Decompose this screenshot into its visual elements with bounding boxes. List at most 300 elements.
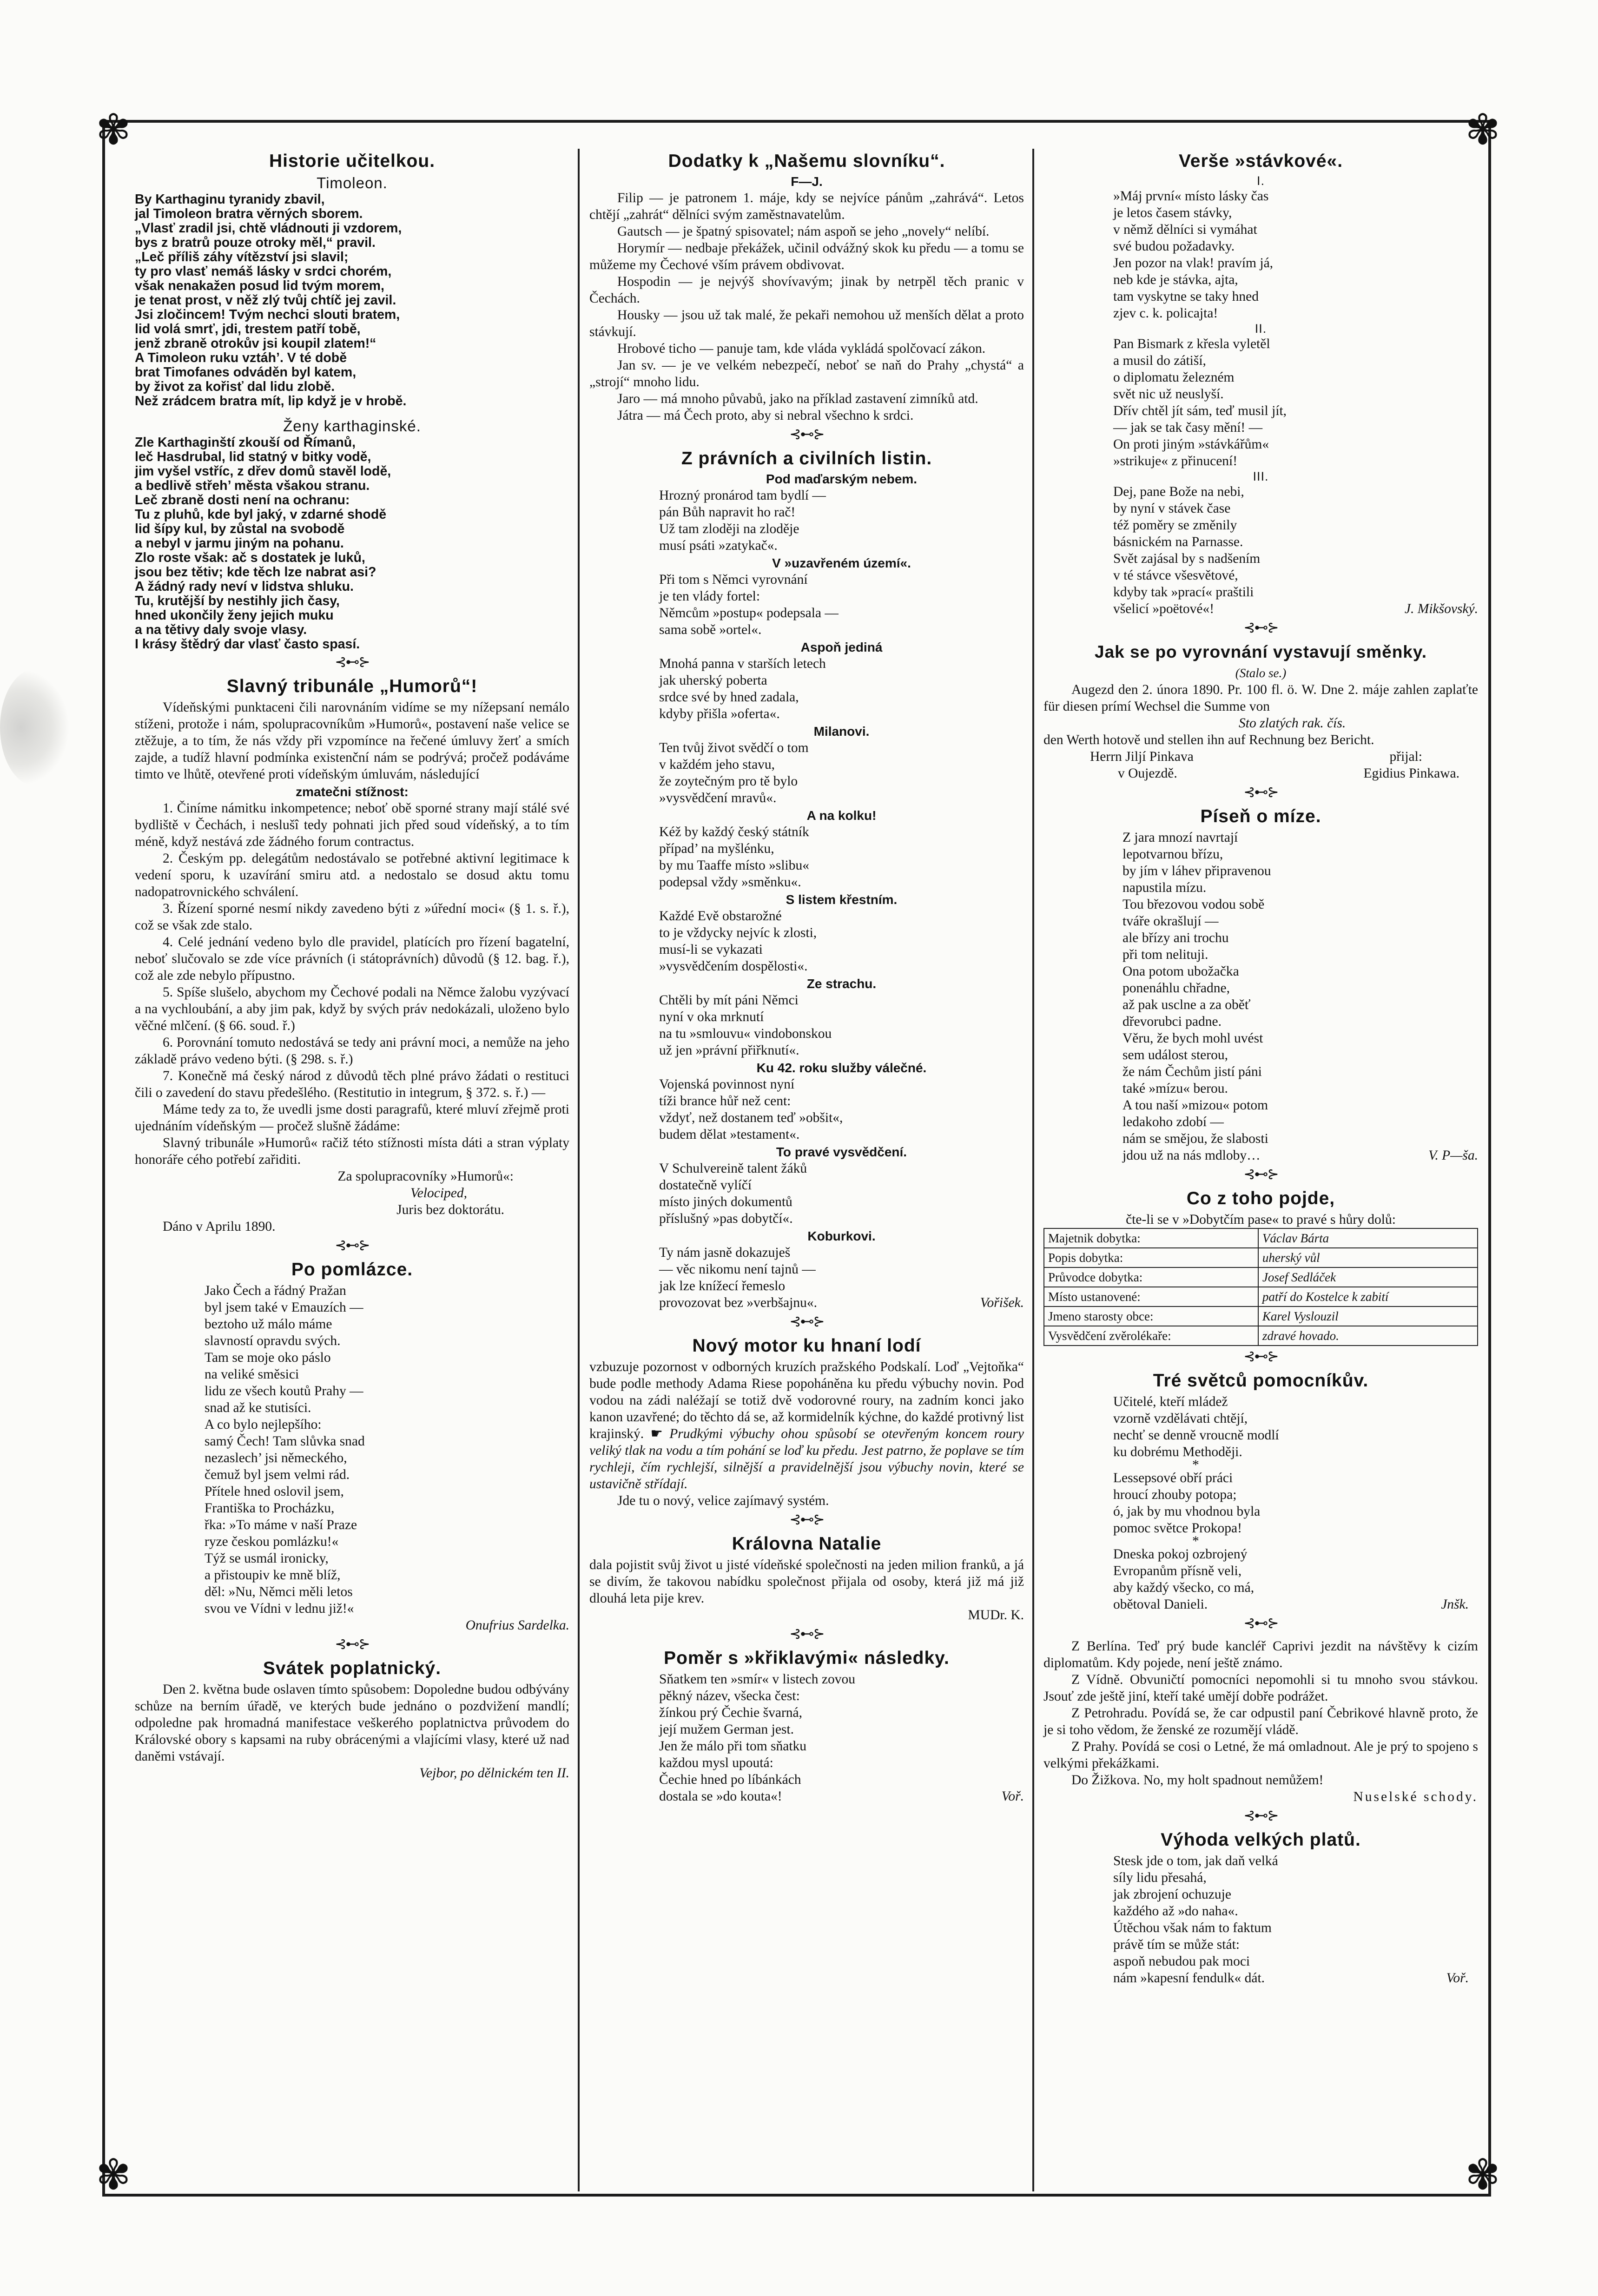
poem-line: její mužem German jest. [659,1722,794,1737]
poem-line: až pak usclne a za oběť [1123,997,1251,1012]
divider-ornament: ⊰⊷⊱ [1243,785,1278,800]
mize-poem [1043,829,1478,1164]
tribunal-date: Dáno v Aprilu 1890. [163,1219,276,1234]
tribunal-point: 3. Řízení sporné nesmí nikdy zavedeno býti z »úřední moci« (§ 1. s. ř.), což se však zde stalo. [135,901,569,933]
tribunal-point: 7. Konečně má český národ z důvodů těch plné právo žádati o restituci čili o zavedení do stavu předešlého. (Restitutio in integrum, § 372. s. ř.) — [135,1069,569,1100]
poem-line: musí-li se vykazati [659,942,763,957]
poem-line: a přistoupiv ke mně blíž, [205,1568,341,1583]
tribunal-point: 2. Českým pp. delegátům nedostávalo se potřebné aktivní legitimace k vedení sporu, k uzavírání smiru atd. a nedostalo se dosud aktu tomu nadopatrovnického schválení. [135,851,569,899]
poem-line: Františka to Procházku, [205,1501,335,1516]
poem-line: Sňatkem ten »smír« v listech zovou [659,1672,855,1687]
poem-line: By Karthaginu tyranidy zbavil, [135,192,325,207]
poem-line: v každém jeho stavu, [659,757,775,772]
table-cell-label: Jmeno starosty obce: [1044,1306,1258,1326]
pomer-poem [589,1671,1024,1805]
poem-line: Jako Čech a řádný Pražan [205,1283,346,1298]
poem-line: hroucí zhouby potopa; [1113,1487,1237,1502]
pravnich-signature: Vořišek. [980,1295,1024,1310]
smenky-accepted: přijal: [1389,749,1422,764]
mize-signature: V. P—ša. [1428,1148,1478,1163]
divider-ornament: ⊰⊷⊱ [789,1626,824,1642]
poem-line: Útěchou však nám to faktum [1113,1920,1272,1935]
section-heading: Koburkovi. [807,1229,876,1243]
poem-line: řka: »To máme v naší Praze [205,1517,357,1532]
poem-line: Učitelé, kteří mládež [1113,1394,1228,1409]
poem-line: jal Timoleon bratra věrných sborem. [135,206,363,221]
poem-line: Tu, krutější by nestihly jich časy, [135,594,340,608]
section-heading: Pod maďarským nebem. [766,472,918,486]
poem-line: »vysvědčení mravů«. [659,791,777,805]
poem-line: ty pro vlasť nemáš lásky v srdci chorém, [135,264,392,279]
smenky-subtitle: (Stalo se.) [1235,666,1287,680]
poem-line: nám se smějou, že slabosti [1123,1131,1268,1146]
section-heading: Ku 42. roku služby válečné. [756,1061,927,1075]
poem-line: Mnohá panna v starších letech [659,656,826,671]
pomlazka-title: Po pomlázce. [291,1260,413,1280]
poem-line: Jen pozor na vlak! pravím já, [1113,256,1274,271]
poem-line: byl jsem také v Emauzích — [205,1300,363,1315]
platu-poem [1043,1853,1478,1986]
motor-text-part: Prudkými výbuchy ohou spůsobí se otevřeným koncem roury veliký tlak na vodu a tím pohání se loď ku předu. Jest patrno, že poplave se tím rychleji, čím rychlejší, silnější a pravidelnější jsou výbuchy novin, které se ustavičně střídají. [589,1426,1024,1491]
dodatky-item: Gautsch — je špatný spisovatel; nám aspoň se jeho „novely“ nelíbí. [617,224,990,239]
poem-line: v němž dělníci si vymáhat [1113,222,1257,237]
dodatky-item: Jaro — má mnoho půvabů, jako na příklad zastavení zimníků atd. [617,391,978,406]
natalie-title: Královna Natalie [732,1534,882,1554]
poem-line: snad až ke stutisíci. [205,1400,311,1415]
motor-text-end: Jde tu o nový, velice zajímavý systém. [617,1493,829,1508]
section-heading: Aspoň jediná [800,640,883,654]
platu-signature: Voř. [1446,1971,1469,1986]
poem-line: pán Bůh napravit ho rač! [659,505,796,520]
table-cell-value: uherský vůl [1258,1248,1478,1267]
roman-numeral: III. [1253,469,1269,483]
poem-line: tíži brance hůř než cent: [659,1094,791,1108]
poem-line: pomoc světce Prokopa! [1113,1521,1242,1536]
poem-line: Kéž by každý český státník [659,825,809,839]
pravnich-section [589,471,1024,1311]
poem-line: tváře okrašlují — [1123,914,1219,929]
poem-line: lepotvarnou břízu, [1123,847,1223,862]
smenky-addressee-row [1043,748,1478,765]
poem-line: zjev c. k. policajta! [1113,306,1218,321]
news-item: Z Petrohradu. Povídá se, že car odpustil paní Čebrikové hlavně proto, že je si toho vědom, že ženské ze rozumějí vládě. [1043,1706,1478,1737]
poem-line: Tam se moje oko páslo [205,1350,331,1365]
poem-line: ku dobrému Methoději. [1113,1445,1242,1459]
poem-line: A Timoleon ruku vztáh’. V té době [135,350,347,365]
poem-line: Pan Bismark z křesla vyletěl [1113,336,1270,351]
table-cell-label: Popis dobytka: [1044,1248,1258,1267]
poem-line: aby každý všecko, co má, [1113,1580,1255,1595]
poem-line: vždyť, než dostanem teď »obšit«, [659,1110,843,1125]
poem-line: na tu »smlouvu« vindobonskou [659,1026,832,1041]
section-heading: To pravé vysvědčení. [776,1145,907,1159]
poem-line: to je vždycky nejvíc k zlosti, [659,925,817,940]
table-cell-value: Karel Vyslouzil [1258,1306,1478,1326]
poem-line: básnickém na Parnasse. [1113,534,1243,549]
paper-stain [0,669,70,785]
poem-line: Ona potom ubožačka [1123,964,1239,979]
pojde-intro: čte-li se v »Dobytčím pase« to pravé s hůry dolů: [1126,1212,1396,1227]
dodatky-item: Horymír — nedbaje překážek, učinil odvážný skok ku předu — a tomu se můžeme my Čechové vším právem obdivovat. [589,241,1024,272]
poem-line: »Máj první« místo lásky čas [1113,189,1269,204]
section-heading: A na kolku! [806,808,877,823]
poem-line: Jsi zločincem! Tvým nechci slouti bratem, [135,307,400,322]
poem-line: — věc nikomu není tajnů — [659,1262,816,1277]
column-3 [1043,148,1478,1986]
poem-line: žínkou prý Čechie švarná, [659,1705,803,1720]
poem-line: Jen že málo při tom sňatku [659,1739,807,1754]
table-row [1044,1248,1478,1267]
section-heading: V »uzavřeném území«. [772,556,911,570]
poem-line: Přítele hned oslovil jsem, [205,1484,344,1499]
poem-line: svět nic už neuslyší. [1113,387,1224,402]
smenky-addressee-row [1043,765,1478,782]
tribunal-point: 6. Porovnání tomuto nedostává se tedy ani právní moci, a nemůže na jeho základě právo vedeno býti. (§ 298. s. ř.) [135,1035,569,1067]
section-heading: Milanovi. [813,724,870,739]
divider-ornament: ⊰⊷⊱ [1243,620,1278,635]
tribunal-point: 5. Spíše slušelo, abychom my Čechové podali na Němce žalobu vyzývací a na vychloubání, a aby jim pak, když by svých práv nedokázali, uloženo bylo věčné mlčení. (§ 66. soud. ř.) [135,985,569,1033]
poem-line: Vojenská povinnost nyní [659,1077,795,1092]
poem-line: I krásy štědrý dar vlasť často spasí. [135,637,360,652]
corner-ornament-icon: ✾ [1465,2151,1500,2199]
section-heading: Ze strachu. [806,976,877,991]
poem-line: napustila mízu. [1123,880,1207,895]
poem-line: »vysvědčením dospělosti«. [659,959,808,974]
tribunal-paragraph: Máme tedy za to, že uvedli jsme dosti paragrafů, které mluví zřejmě proti ujednáním vídeňským — pročež slušně žádáme: [135,1102,569,1134]
column-2 [589,148,1024,1805]
poem-line: Stesk jde o tom, jak daň velká [1113,1854,1278,1868]
smenky-text: Augezd den 2. února 1890. Pr. 100 fl. ö. W. Dne 2. máje zahlen zaplaťte für diesen prímí Wechsel die Summe von [1043,682,1478,714]
mize-title: Píseň o míze. [1200,806,1321,826]
table-cell-value: Václav Bárta [1258,1228,1478,1248]
poem-line: tam vyskytne se taky hned [1113,289,1259,304]
dodatky-author: F—J. [791,174,823,189]
platu-title: Výhoda velkých platů. [1161,1830,1361,1850]
poem-line: Svět zajásal by s nadšením [1113,551,1261,566]
news-item: Z Berlína. Teď prý bude kancléř Caprivi jezdit na návštěvy k cizím diplomatům. Kdy pojede, není ještě známo. [1043,1639,1478,1670]
poem-line: lid šípy kul, by zůstal na svobodě [135,521,345,536]
poem-line: Zlo roste však: ač s dostatek je luků, [135,550,365,565]
poem-line: v té stávce všesvětové, [1113,568,1238,583]
verse-stanza [1043,336,1478,469]
poem-line: nechť se denně vroucně modlí [1113,1428,1279,1443]
pomlazka-signature: Onufrius Sardelka. [465,1618,569,1633]
table-cell-value: patří do Kostelce k zabití [1258,1287,1478,1306]
smenky-sum: Sto zlatých rak. čís. [1239,716,1346,731]
tribunal-heading: zmatečni stížnost: [296,785,409,799]
smenky-place: v Oujezdě. [1118,766,1177,781]
poem-line: A tou naší »mizou« potom [1123,1098,1268,1113]
table-row [1044,1326,1478,1346]
natalie-signature: MUDr. K. [968,1608,1024,1623]
poem-line: provozovat bez »verbšajnu«. [659,1295,817,1310]
column-divider [578,149,580,2191]
dodatky-item: Jan sv. — je ve velkém nebezpečí, neboť se naň do Prahy „chystá“ a „strojí“ mnoho lidu. [589,358,1024,389]
divider-ornament: ⊰⊷⊱ [335,1636,370,1652]
poem-line: nezaslech’ jsi německého, [205,1451,347,1465]
tribunal-signature: Za spolupracovníky »Humorů«: [337,1169,514,1184]
table-row [1044,1267,1478,1287]
table-cell-value: Josef Sedláček [1258,1267,1478,1287]
tribunal-signature: Juris bez doktorátu. [396,1202,504,1217]
poem-line: V Schulvereině talent žáků [659,1161,807,1176]
table-row [1044,1228,1478,1248]
poem-line: aspoň nebudou pak moci [1113,1954,1250,1969]
poem-line: jim vyšel vstříc, z dřev domů stavěl lodě, [135,464,391,479]
poem-line: o diplomatu železném [1113,370,1235,385]
poem-line: také »mízu« berou. [1123,1081,1228,1096]
poem-line: by nyní v stávek čase [1113,501,1231,516]
news-item: Do Žižkova. No, my holt spadnout nemůžem! [1071,1773,1324,1788]
poem-line: jenž zbraně otrokův jsi koupil zlatem!“ [135,336,376,351]
tribunal-signature: Velociped, [410,1186,467,1201]
smenky-title: Jak se po vyrovnání vystavují směnky. [1095,642,1427,661]
poem-line: a bedlivě střeh’ města všakou stranu. [135,478,370,493]
poem-line: právě tím se může stát: [1113,1937,1240,1952]
poem-line: brat Timofanes odváděn byl katem, [135,365,357,380]
poem-line: ponenáhlu chřadne, [1123,981,1230,996]
table-cell-label: Majetnik dobytka: [1044,1228,1258,1248]
poem-line: obětoval Danieli. [1113,1597,1208,1612]
poem-line: Věru, že bych mohl uvést [1123,1031,1263,1046]
pomer-title: Poměr s »křiklavými« následky. [664,1648,950,1668]
poem-line: Při tom s Němci vyrovnání [659,572,808,587]
poem-line: Z jara mnozí navrtají [1123,830,1238,845]
poem-line: a musil do zátiší, [1113,353,1206,368]
news-item: Z Prahy. Povídá se cosi o Letné, že má omladnout. Ale je prý to spojeno s velkými překážkami. [1043,1739,1478,1771]
poem-line: sama sobě »ortel«. [659,622,762,637]
poem-line: samý Čech! Tam slůvka snad [205,1434,365,1449]
poem-line: jsou bez tětiv; kde těch lze nabrat asi? [135,565,376,580]
poem-line: Každé Evě obstarožné [659,909,782,924]
divider-ornament: ⊰⊷⊱ [789,427,824,442]
dodatky-item: Housky — jsou už tak malé, že pekaři nemohou už menších dělat a proto stávkují. [589,308,1024,339]
divider-ornament: ⊰⊷⊱ [1243,1808,1278,1823]
svatek-text: Den 2. května bude oslaven tímto spůsobem: Dopoledne budou odbývány schůze na berním úřadě, ve kterých bude jednáno o pozdvižení mandlí; odpoledne pak hromadná manifestace veškerého poplatnictva průvodem do Královské obory s kapsami na ruby obrácenými a vlajícími vlasy, které už nad daněmi vstávají. [135,1682,569,1764]
cattle-passport-table [1043,1228,1478,1346]
pojde-title: Co z toho pojde, [1186,1188,1335,1208]
roman-numeral: II. [1255,322,1267,336]
poem-line: případ’ na myšlénku, [659,841,774,856]
poem-line: každého až »do naha«. [1113,1904,1238,1919]
poem-line: Leč zbraně dosti není na ochranu: [135,493,350,508]
poem-line: že zoytečným pro tě bylo [659,774,798,789]
poem-line: — jak se tak časy mění! — [1113,420,1263,435]
dodatky-item: Filip — je patronem 1. máje, kdy se nejvíce pánům „zahrává“. Letos chtějí „zahrát“ dělníci svým zaměstnavatelům. [589,191,1024,222]
poem-line: hned ukončily ženy jejich muku [135,608,334,623]
poem-line: pěkný název, všecka čest: [659,1689,800,1703]
poem-line: lidu ze všech koutů Prahy — [205,1384,363,1399]
table-cell-label: Místo ustanovené: [1044,1287,1258,1306]
poem-line: neb kde je stávka, ajta, [1113,272,1238,287]
poem-line: své budou požadavky. [1113,239,1235,254]
poem-line: jak zbrojení ochuzuje [1113,1887,1231,1902]
poem-line: lid volá smrť, jdi, trestem patří tobě, [135,322,361,336]
smenky-addressee: Herrn Jiljí Pinkava [1090,749,1194,764]
poem-line: všelicí »poëtové«! [1113,601,1215,616]
divider-ornament: ⊰⊷⊱ [335,1238,370,1253]
timoleon-subtitle: Timoleon. [317,174,388,191]
poem-line: Tu z pluhů, kde byl jaký, v zdarné shodě [135,507,387,522]
poem-line: Dej, pane Bože na nebi, [1113,484,1244,499]
table-cell-label: Vysvědčení zvěrolékaře: [1044,1326,1258,1346]
motor-text-part: vzbuzuje pozornost v odborných kruzích pražského Podskalí. Loď „Vejtoňka“ bude podle methody Adama Riese popoháněna ku předu výbuchy novin. Pod vodou na zádi naléžají se totiž dvě vodorovné roury, na zadním konci jako kanon uzavřené; do těchto dá se, až kormidelník kýchne, do každé protivný list krajinský. [589,1359,1024,1441]
poem-line: Lessepsové obří práci [1113,1471,1233,1485]
poem-line: též poměry se změnily [1113,518,1237,533]
pomlazka-poem [135,1282,569,1617]
poem-line: každou mysl upoutá: [659,1755,773,1770]
tribunal-point: 1. Činíme námitku inkompetence; neboť obě sporné strany mají stálé své bydliště v Čechách, i neslušî tedy pohnati jich před soud vídeňský, a to tím méně, když nestává zde žádného forum contractus. [135,801,569,849]
table-cell-label: Průvodce dobytka: [1044,1267,1258,1287]
poem-line: ale břízy ani trochu [1123,930,1229,945]
poem-line: dostatečně vylíčí [659,1178,752,1193]
poem-line: a nebyl v jarmu jiným na pohanu. [135,536,344,551]
verse-stanza [1043,483,1478,617]
column-divider [1032,149,1034,2191]
poem-line: by mu Taaffe místo »slibu« [659,858,809,873]
dodatky-title: Dodatky k „Našemu slovníku“. [668,151,945,171]
poem-line: bys z bratrů pouze otroky měl,“ pravil. [135,235,376,250]
poem-line: čemuž byl jsem velmi rád. [205,1467,350,1482]
poem-line: Čechie hned po líbánkách [659,1772,801,1787]
poem-line: nám »kapesní fendulk« dát. [1113,1971,1265,1986]
poem-line: svou ve Vídni v lednu již!« [205,1601,354,1616]
poem-line: že nám Čechům jistí páni [1123,1064,1262,1079]
poem-line: nyní v oka mrknutí [659,1009,764,1024]
poem-line: Ten tvůj život svědčí o tom [659,740,809,755]
tribunal-point: 4. Celé jednání vedeno bylo dle pravidel, platících pro řízení bagatelní, neboť slučovalo se zde více právních (i státoprávních) důvodů (§ 12. bag. ř.), což ale zde nebylo přípustno. [135,935,569,983]
verse-signature: J. Mikšovský. [1404,601,1478,616]
poem-line: je tenat prost, v něž zlý tvůj chtíč jej zavil. [135,293,396,308]
poem-line: kdyby přišla »oferta«. [659,706,780,721]
poem-line: Už tam zloději na zloděje [659,521,799,536]
poem-line: Chtěli by mít páni Němci [659,993,799,1008]
divider-ornament: ⊰⊷⊱ [1243,1167,1278,1182]
poem-line: Evropanům přísně veli, [1113,1564,1242,1578]
smenky-acceptor: Egidius Pinkawa. [1363,766,1459,781]
poem-line: by život za kořisť dal lidu zlobě. [135,379,335,394]
tribunal-title: Slavný tribunále „Humorů“! [226,676,478,696]
divider-ornament: ⊰⊷⊱ [335,654,370,670]
poem-line: On proti jiným »stávkářům« [1113,437,1269,452]
pomocnikuv-signature: Jnšk. [1441,1597,1469,1612]
poem-line: »strikuje« z přinucení! [1113,454,1238,468]
divider-ornament: ⊰⊷⊱ [789,1314,824,1329]
pomer-signature: Voř. [1001,1789,1024,1804]
poem-line: jak uherský poberta [659,673,767,688]
motor-title: Nový motor ku hnaní lodí [692,1336,921,1356]
smenky-text: den Werth hotově und stellen ihn auf Rechnung bez Bericht. [1043,732,1374,747]
news-item: Z Vídně. Obvuničtí pomocníci nepomohli si tu mnoho svou stávkou. Jsouť zde ještě jiní, kteří také umějí dobře podrážet. [1043,1672,1478,1704]
tribunal-paragraph: Slavný tribunále »Humorů« račiž této stížnosti místa dáti a stran výplaty honoráře cého potřebí zařiditi. [135,1135,569,1167]
poem-line: na veliké směsici [205,1367,299,1382]
poem-line: budem dělat »testament«. [659,1127,800,1142]
poem-line: Ty nám jasně dokazuješ [659,1245,791,1260]
poem-line: jdou už na nás mdloby… [1123,1148,1261,1163]
poem-line: ó, jak by mu vhodnou byla [1113,1504,1261,1519]
dodatky-item: Hospodin — je nejvýš shovívavým; jinak by netrpěl těch pranic v Čechách. [589,274,1024,306]
section-heading: S listem křestním. [786,892,898,907]
asterisk-icon: * [1192,1534,1199,1549]
poem-line: Týž se usmál ironicky, [205,1551,329,1566]
divider-ornament: ⊰⊷⊱ [789,1512,824,1527]
poem-line: Dřív chtěl jít sám, teď musil jít, [1113,403,1287,418]
verse-title: Verše »stávkové«. [1178,151,1343,171]
tribunal-intro: Vídeňskými punktaceni čili narovnáním vidíme se my nížepsaní nemálo stíženi, protože i nám, spolupracovníkům »Humorů«, postavení naše velice se ztěžuje, a to tím, že nás vždy při vzpomínce na řečené úmluvy žerť a smích zajde, a tudíž hlavní podmínka existenční nám se podrývá; pročež podáváme timto ve lhůtě, otevřené proti vídeňským úmluvám, následující [135,700,569,782]
poem-line: kdyby tak »prací« praštili [1113,585,1254,600]
roman-numeral: I. [1256,174,1265,188]
dodatky-item: Hrobové ticho — panuje tam, kde vláda vykládá spolčovací zákon. [617,341,986,356]
asterisk-icon: * [1192,1458,1199,1472]
poem-line: jak lze knížecí řemeslo [659,1279,786,1293]
divider-ornament: ⊰⊷⊱ [1243,1349,1278,1364]
dodatky-item: Játra — má Čech proto, aby si nebral všechno k srdci. [617,408,914,423]
column-1 [135,148,569,1781]
poem-line: beztoho už málo máme [205,1317,332,1332]
poem-line: však nenakažen posud lid tvým morem, [135,278,384,293]
poem-line: Hrozný pronárod tam bydlí — [659,488,826,503]
poem-line: už jen »právní přiřknutí«. [659,1043,799,1058]
poem-line: síly lidu přesahá, [1113,1870,1207,1885]
pomocnikuv-title: Tré světců pomocníkův. [1153,1371,1369,1391]
poem-line: A co bylo nejlepšího: [205,1417,322,1432]
corner-ornament-icon: ✾ [96,106,131,154]
corner-ornament-icon: ✾ [1465,106,1500,154]
svatek-title: Svátek poplatnický. [263,1658,442,1678]
poem-line: vzorně vzdělávati chtějí, [1113,1411,1248,1426]
poem-line: ryze českou pomlázku!« [205,1534,339,1549]
table-row [1044,1306,1478,1326]
poem-line: ledakoho zdobí — [1123,1115,1224,1129]
zeny-poem [135,435,569,652]
divider-ornament: ⊰⊷⊱ [1243,1616,1278,1631]
poem-line: příslušný »pas dobytčí«. [659,1211,793,1226]
poem-line: srdce své by hned zadala, [659,690,799,705]
poem-line: „Leč příliš záhy vítězství jsi slavil; [135,250,349,264]
poem-line: leč Hasdrubal, lid statný v bitky vodě, [135,449,371,464]
poem-line: místo jiných dokumentů [659,1194,792,1209]
poem-line: děl: »Nu, Němci měli letos [205,1584,353,1599]
pomocnikuv-poem [1043,1393,1478,1613]
timoleon-poem [135,192,569,409]
poem-line: je ten vlády fortel: [659,589,760,604]
poem-line: Němcům »postup« podepsala — [659,606,839,620]
poem-line: slavností opravdu svých. [205,1333,341,1348]
poem-line: „Vlasť zradil jsi, chtě vládnouti ji vzdorem, [135,221,402,236]
table-row [1044,1287,1478,1306]
poem-line: A žádný rady neví v lidstva shluku. [135,579,354,594]
pravnich-title: Z právních a civilních listin. [681,449,932,468]
poem-line: musí psáti »zatykač«. [659,538,778,553]
poem-line: by jím v láhev připravenou [1123,864,1271,878]
motor-text [589,1359,1024,1492]
pointing-hand-icon: ☛ [650,1426,663,1441]
poem-line: podepsal vždy »směnku«. [659,875,801,890]
corner-ornament-icon: ✾ [96,2151,131,2199]
poem-line: Dneska pokoj ozbrojený [1113,1547,1248,1562]
poem-line: Než zrádcem bratra mít, lip když je v hrobě. [135,394,407,409]
poem-line: a na tětivy daly svoje vlasy. [135,622,307,637]
poem-line: Tou březovou vodou sobě [1123,897,1265,912]
svatek-signature: Vejbor, po dělnickém ten II. [419,1766,569,1781]
zeny-subtitle: Ženy karthaginské. [283,417,421,435]
historie-title: Historie učitelkou. [269,151,436,171]
natalie-text: dala pojistit svůj život u jisté vídeňské společnosti na jeden milion franků, a já se divím, že takovou nabídku společnost přijala od osoby, která již má již dlouhá leta pije krev. [589,1557,1024,1606]
poem-line: dřevorubci padne. [1123,1014,1222,1029]
poem-line: sem událost sterou, [1123,1048,1228,1062]
poem-line: dostala se »do kouta«! [659,1789,782,1804]
poem-line: při tom nelituji. [1123,947,1208,962]
